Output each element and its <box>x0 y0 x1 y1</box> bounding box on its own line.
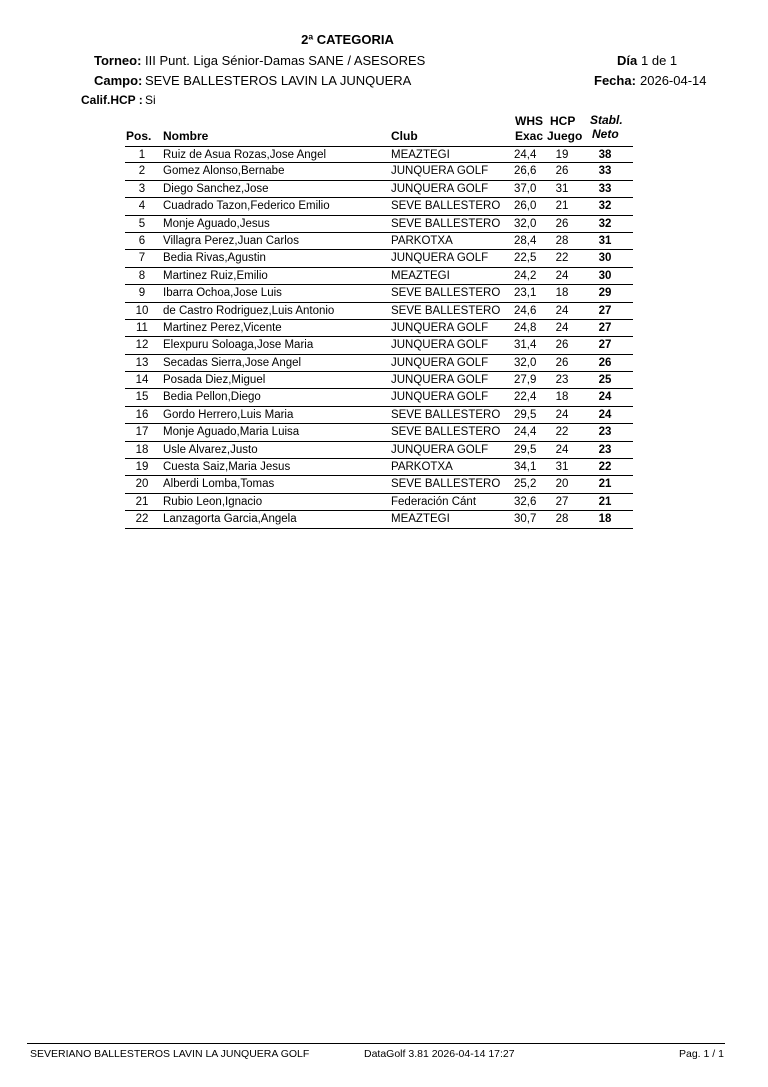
row-neto: 27 <box>598 321 612 334</box>
row-whs: 24,2 <box>514 269 537 282</box>
col-header-hcp-top: HCP <box>550 114 576 128</box>
row-hcp: 31 <box>555 182 569 195</box>
row-hcp: 27 <box>555 495 569 508</box>
row-club: PARKOTXA <box>391 461 453 474</box>
row-neto: 30 <box>598 269 612 282</box>
footer-club-name: SEVERIANO BALLESTEROS LAVIN LA JUNQUERA GOLF <box>30 1048 310 1060</box>
table-row <box>125 250 633 267</box>
row-neto: 22 <box>598 461 612 474</box>
row-pos: 10 <box>135 304 149 317</box>
torneo-label: Torneo: <box>94 53 142 68</box>
row-whs: 34,1 <box>514 461 537 474</box>
row-hcp: 18 <box>555 391 569 404</box>
campo-label: Campo: <box>94 73 143 88</box>
row-whs: 30,7 <box>514 513 537 526</box>
row-hcp: 24 <box>555 321 569 334</box>
table-row <box>125 337 633 354</box>
row-name: Usle Alvarez,Justo <box>163 443 258 456</box>
row-name: Villagra Perez,Juan Carlos <box>163 234 299 247</box>
table-row <box>125 442 633 459</box>
table-row <box>125 459 633 476</box>
table-row <box>125 355 633 372</box>
row-name: Cuadrado Tazon,Federico Emilio <box>163 200 330 213</box>
row-hcp: 22 <box>555 252 569 265</box>
row-name: Ruiz de Asua Rozas,Jose Angel <box>163 149 327 161</box>
row-pos: 8 <box>138 269 146 282</box>
col-header-neto-bottom: Neto <box>592 127 619 141</box>
col-header-club: Club <box>391 129 418 143</box>
row-club: JUNQUERA GOLF <box>391 391 489 404</box>
row-neto: 26 <box>598 356 612 369</box>
table-row <box>125 181 633 198</box>
row-neto: 24 <box>598 408 612 421</box>
row-pos: 4 <box>138 200 146 213</box>
col-header-hcp-bottom: Juego <box>547 129 583 143</box>
row-pos: 22 <box>135 513 149 526</box>
row-pos: 19 <box>135 461 149 474</box>
row-neto: 23 <box>598 426 612 439</box>
torneo-value: III Punt. Liga Sénior-Damas SANE / ASESORES <box>145 53 426 68</box>
row-pos: 16 <box>135 408 149 421</box>
row-pos: 9 <box>138 287 146 300</box>
table-row <box>125 198 633 215</box>
row-name: Secadas Sierra,Jose Angel <box>163 356 302 369</box>
row-neto: 30 <box>598 252 612 265</box>
row-name: Martinez Ruiz,Emilio <box>163 269 268 282</box>
table-row <box>125 303 633 320</box>
col-header-neto-top: Stabl. <box>590 113 623 127</box>
row-pos: 21 <box>135 495 149 508</box>
row-whs: 26,6 <box>514 165 537 178</box>
row-hcp: 28 <box>555 513 569 526</box>
row-name: de Castro Rodriguez,Luis Antonio <box>163 304 335 317</box>
row-whs: 22,5 <box>514 252 537 265</box>
row-whs: 31,4 <box>514 339 537 352</box>
table-row <box>125 285 633 302</box>
row-club: JUNQUERA GOLF <box>391 321 489 334</box>
row-hcp: 26 <box>555 165 569 178</box>
row-hcp: 26 <box>555 217 569 230</box>
table-row <box>125 511 633 528</box>
fecha-value: 2026-04-14 <box>640 73 707 88</box>
col-header-nombre: Nombre <box>163 129 209 143</box>
row-hcp: 31 <box>555 461 569 474</box>
row-hcp: 26 <box>555 339 569 352</box>
row-pos: 5 <box>138 217 146 230</box>
row-pos: 12 <box>135 339 149 352</box>
table-row <box>125 216 633 233</box>
footer-page: Pag. 1 / 1 <box>679 1048 724 1060</box>
row-hcp: 21 <box>555 200 569 213</box>
category-title: 2ª CATEGORIA <box>301 32 394 47</box>
row-club: SEVE BALLESTERO <box>391 200 501 213</box>
row-pos: 1 <box>138 149 146 161</box>
row-name: Monje Aguado,Jesus <box>163 217 270 230</box>
row-hcp: 22 <box>555 426 569 439</box>
row-pos: 14 <box>135 374 149 387</box>
table-row <box>125 146 633 163</box>
row-club: PARKOTXA <box>391 234 453 247</box>
row-whs: 26,0 <box>514 200 537 213</box>
table-row <box>125 320 633 337</box>
row-club: SEVE BALLESTERO <box>391 478 501 491</box>
fecha-label: Fecha: <box>594 73 636 88</box>
row-club: JUNQUERA GOLF <box>391 252 489 265</box>
row-club: SEVE BALLESTERO <box>391 217 501 230</box>
row-club: SEVE BALLESTERO <box>391 426 501 439</box>
row-neto: 24 <box>598 391 612 404</box>
row-name: Diego Sanchez,Jose <box>163 182 269 195</box>
row-hcp: 26 <box>555 356 569 369</box>
table-row <box>125 268 633 285</box>
row-neto: 23 <box>598 443 612 456</box>
row-whs: 22,4 <box>514 391 537 404</box>
row-neto: 27 <box>598 339 612 352</box>
row-pos: 15 <box>135 391 149 404</box>
row-neto: 32 <box>598 200 612 213</box>
row-name: Alberdi Lomba,Tomas <box>163 478 275 491</box>
row-neto: 33 <box>598 182 612 195</box>
row-pos: 11 <box>136 321 148 334</box>
row-whs: 24,8 <box>514 321 537 334</box>
row-hcp: 28 <box>555 234 569 247</box>
row-neto: 18 <box>598 513 612 526</box>
row-hcp: 24 <box>555 408 569 421</box>
row-club: SEVE BALLESTERO <box>391 304 501 317</box>
calif-value: Si <box>145 93 156 107</box>
row-whs: 32,6 <box>514 495 537 508</box>
row-name: Rubio Leon,Ignacio <box>163 495 263 508</box>
row-whs: 24,6 <box>514 304 537 317</box>
table-row <box>125 233 633 250</box>
col-header-whs-bottom: Exac <box>515 129 544 143</box>
row-name: Elexpuru Soloaga,Jose Maria <box>163 339 314 352</box>
row-club: JUNQUERA GOLF <box>391 443 489 456</box>
row-club: JUNQUERA GOLF <box>391 182 489 195</box>
row-pos: 3 <box>138 182 146 195</box>
row-neto: 38 <box>598 149 612 161</box>
dia-label: Día <box>617 53 638 68</box>
row-pos: 18 <box>135 443 149 456</box>
row-name: Martinez Perez,Vicente <box>163 321 282 334</box>
table-row <box>125 163 633 180</box>
footer-software: DataGolf 3.81 2026-04-14 17:27 <box>364 1048 515 1060</box>
row-whs: 24,4 <box>514 426 537 439</box>
row-neto: 31 <box>598 234 612 247</box>
row-hcp: 23 <box>555 374 569 387</box>
row-whs: 27,9 <box>514 374 537 387</box>
row-pos: 7 <box>138 252 146 265</box>
row-pos: 17 <box>135 426 149 439</box>
table-row <box>125 407 633 424</box>
row-name: Bedia Rivas,Agustin <box>163 252 266 265</box>
table-row <box>125 372 633 389</box>
row-whs: 37,0 <box>514 182 537 195</box>
row-whs: 23,1 <box>514 287 537 300</box>
row-pos: 2 <box>138 165 146 178</box>
col-header-whs-top: WHS <box>515 114 543 128</box>
row-hcp: 24 <box>555 443 569 456</box>
row-neto: 29 <box>598 287 612 300</box>
row-club: JUNQUERA GOLF <box>391 339 489 352</box>
row-club: MEAZTEGI <box>391 269 450 282</box>
row-name: Gordo Herrero,Luis Maria <box>163 408 294 421</box>
dia-value: 1 de 1 <box>641 53 678 68</box>
table-row <box>125 494 633 511</box>
results-table <box>125 146 633 529</box>
row-name: Posada Diez,Miguel <box>163 374 266 387</box>
row-neto: 25 <box>598 374 612 387</box>
row-whs: 29,5 <box>514 408 537 421</box>
row-neto: 21 <box>598 478 612 491</box>
row-whs: 25,2 <box>514 478 537 491</box>
row-club: MEAZTEGI <box>391 149 450 161</box>
row-whs: 29,5 <box>514 443 537 456</box>
row-pos: 6 <box>138 234 146 247</box>
row-name: Lanzagorta Garcia,Angela <box>163 513 297 526</box>
row-whs: 32,0 <box>514 356 537 369</box>
row-hcp: 24 <box>555 304 569 317</box>
row-hcp: 19 <box>555 149 569 161</box>
row-name: Cuesta Saiz,Maria Jesus <box>163 461 291 474</box>
row-whs: 28,4 <box>514 234 537 247</box>
row-name: Monje Aguado,Maria Luisa <box>163 426 300 439</box>
row-neto: 32 <box>598 217 612 230</box>
row-neto: 21 <box>598 495 612 508</box>
row-neto: 27 <box>598 304 612 317</box>
row-club: MEAZTEGI <box>391 513 450 526</box>
row-name: Ibarra Ochoa,Jose Luis <box>163 287 282 300</box>
row-pos: 13 <box>135 356 149 369</box>
table-row <box>125 476 633 493</box>
row-club: SEVE BALLESTERO <box>391 408 501 421</box>
row-hcp: 18 <box>555 287 569 300</box>
row-hcp: 24 <box>555 269 569 282</box>
table-row <box>125 389 633 406</box>
table-row <box>125 424 633 441</box>
row-hcp: 20 <box>555 478 569 491</box>
row-club: Federación Cánt <box>391 495 477 508</box>
row-club: JUNQUERA GOLF <box>391 356 489 369</box>
campo-value: SEVE BALLESTEROS LAVIN LA JUNQUERA <box>145 73 412 88</box>
footer-divider <box>27 1043 725 1044</box>
row-club: JUNQUERA GOLF <box>391 374 489 387</box>
row-neto: 33 <box>598 165 612 178</box>
row-pos: 20 <box>135 478 149 491</box>
col-header-pos: Pos. <box>126 129 152 143</box>
row-club: JUNQUERA GOLF <box>391 165 489 178</box>
row-whs: 24,4 <box>514 149 537 161</box>
calif-label: Calif.HCP : <box>81 93 143 107</box>
row-name: Gomez Alonso,Bernabe <box>163 165 285 178</box>
row-whs: 32,0 <box>514 217 537 230</box>
row-name: Bedia Pellon,Diego <box>163 391 261 404</box>
row-club: SEVE BALLESTERO <box>391 287 501 300</box>
